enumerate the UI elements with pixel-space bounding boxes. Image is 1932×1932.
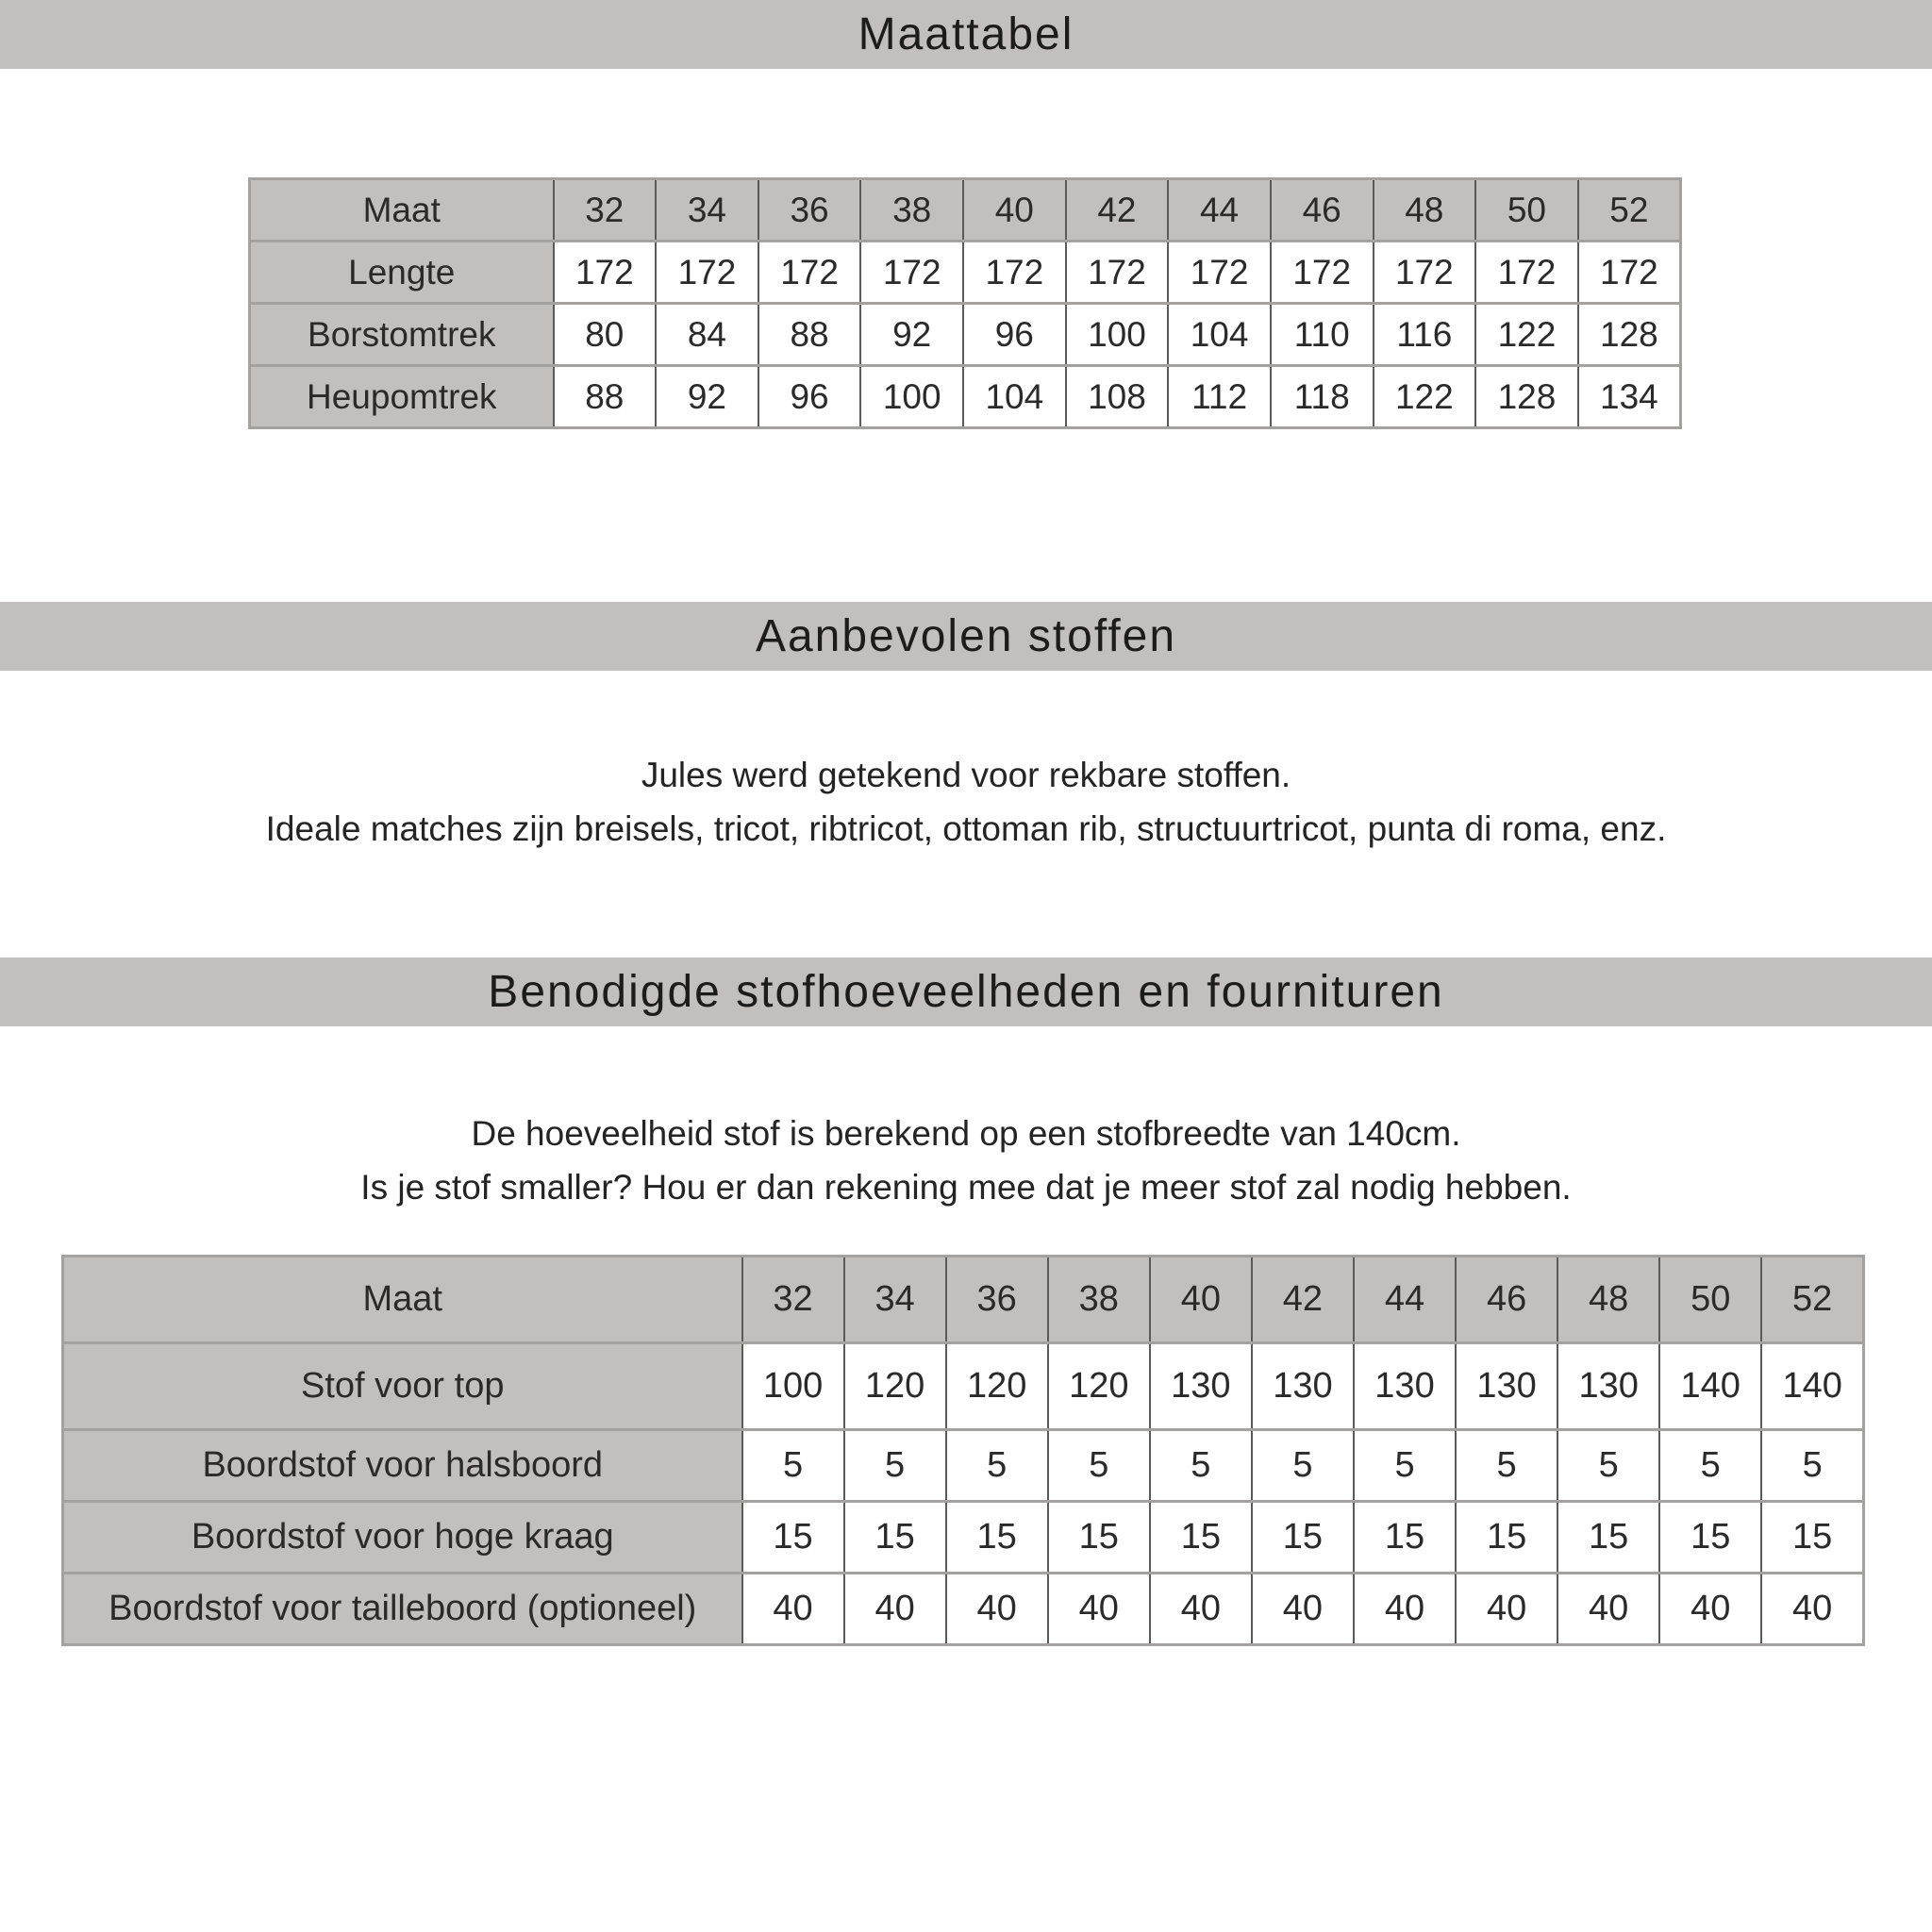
- size-header-cell: 40: [1150, 1257, 1252, 1343]
- size-chart-table: [248, 177, 1682, 429]
- value-cell: 15: [1048, 1502, 1150, 1574]
- size-header-cell: 46: [1271, 179, 1374, 242]
- size-header-cell: 52: [1761, 1257, 1863, 1343]
- section-bar-maattabel: [0, 0, 1932, 69]
- fabric-quantity-table: [61, 1255, 1865, 1646]
- value-cell: 172: [963, 242, 1066, 304]
- size-header-cell: 44: [1354, 1257, 1456, 1343]
- size-header-cell: 32: [554, 179, 657, 242]
- size-header-row: [250, 179, 1681, 242]
- size-header-cell: 46: [1456, 1257, 1557, 1343]
- value-cell: 40: [742, 1574, 844, 1645]
- section-bar-aanbevolen-stoffen: [0, 602, 1932, 671]
- value-cell: 172: [1168, 242, 1271, 304]
- size-header-cell: 40: [963, 179, 1066, 242]
- section-bar-benodigde-stofhoeveelheden: [0, 958, 1932, 1026]
- section-title-maattabel: Maattabel: [858, 9, 1074, 59]
- row-label: Boordstof voor hoge kraag: [63, 1502, 742, 1574]
- value-cell: 96: [963, 304, 1066, 366]
- size-header-cell: 36: [758, 179, 861, 242]
- value-cell: 88: [758, 304, 861, 366]
- size-header-cell: 42: [1066, 179, 1169, 242]
- value-cell: 40: [1252, 1574, 1354, 1645]
- value-cell: 40: [1354, 1574, 1456, 1645]
- value-cell: 130: [1456, 1343, 1557, 1430]
- value-cell: 104: [963, 366, 1066, 428]
- value-cell: 118: [1271, 366, 1374, 428]
- size-header-cell: 34: [656, 179, 758, 242]
- value-cell: 120: [946, 1343, 1048, 1430]
- value-cell: 140: [1659, 1343, 1761, 1430]
- value-cell: 40: [1761, 1574, 1863, 1645]
- value-cell: 104: [1168, 304, 1271, 366]
- value-cell: 110: [1271, 304, 1374, 366]
- value-cell: 84: [656, 304, 758, 366]
- table-row: [63, 1430, 1864, 1502]
- value-cell: 130: [1557, 1343, 1659, 1430]
- value-cell: 5: [742, 1430, 844, 1502]
- value-cell: 116: [1374, 304, 1476, 366]
- size-header-row: [63, 1257, 1864, 1343]
- table-row: [250, 366, 1681, 428]
- size-header-cell: 52: [1578, 179, 1681, 242]
- size-header-label: Maat: [250, 179, 554, 242]
- size-header-cell: 32: [742, 1257, 844, 1343]
- value-cell: 5: [1659, 1430, 1761, 1502]
- value-cell: 130: [1354, 1343, 1456, 1430]
- table-row: [250, 242, 1681, 304]
- value-cell: 40: [844, 1574, 946, 1645]
- size-header-cell: 50: [1475, 179, 1578, 242]
- value-cell: 100: [742, 1343, 844, 1430]
- value-cell: 120: [844, 1343, 946, 1430]
- value-cell: 40: [1456, 1574, 1557, 1645]
- table-row: [63, 1343, 1864, 1430]
- value-cell: 122: [1475, 304, 1578, 366]
- value-cell: 15: [1456, 1502, 1557, 1574]
- size-header-cell: 38: [1048, 1257, 1150, 1343]
- size-header-cell: 48: [1374, 179, 1476, 242]
- value-cell: 130: [1252, 1343, 1354, 1430]
- size-header-cell: 42: [1252, 1257, 1354, 1343]
- row-label: Boordstof voor tailleboord (optioneel): [63, 1574, 742, 1645]
- value-cell: 172: [860, 242, 963, 304]
- table-row: [63, 1502, 1864, 1574]
- value-cell: 140: [1761, 1343, 1863, 1430]
- value-cell: 15: [946, 1502, 1048, 1574]
- value-cell: 128: [1475, 366, 1578, 428]
- value-cell: 5: [1761, 1430, 1863, 1502]
- value-cell: 134: [1578, 366, 1681, 428]
- size-header-cell: 34: [844, 1257, 946, 1343]
- row-label: Boordstof voor halsboord: [63, 1430, 742, 1502]
- value-cell: 172: [1578, 242, 1681, 304]
- value-cell: 92: [656, 366, 758, 428]
- value-cell: 100: [1066, 304, 1169, 366]
- value-cell: 128: [1578, 304, 1681, 366]
- value-cell: 5: [1150, 1430, 1252, 1502]
- value-cell: 172: [1374, 242, 1476, 304]
- value-cell: 100: [860, 366, 963, 428]
- table-row: [250, 304, 1681, 366]
- row-label: Stof voor top: [63, 1343, 742, 1430]
- table-row: [63, 1574, 1864, 1645]
- value-cell: 92: [860, 304, 963, 366]
- value-cell: 5: [1048, 1430, 1150, 1502]
- value-cell: 5: [946, 1430, 1048, 1502]
- row-label: Lengte: [250, 242, 554, 304]
- fabric-recommendation-line-2: Ideale matches zijn breisels, tricot, ribtricot, ottoman rib, structuurtricot, punta di roma, enz.: [265, 809, 1667, 848]
- fabric-width-note-line-1: De hoeveelheid stof is berekend op een stofbreedte van 140cm.: [471, 1114, 1461, 1153]
- value-cell: 15: [1252, 1502, 1354, 1574]
- value-cell: 15: [742, 1502, 844, 1574]
- fabric-recommendation-text: [0, 748, 1932, 856]
- size-header-cell: 38: [860, 179, 963, 242]
- value-cell: 15: [1150, 1502, 1252, 1574]
- size-header-cell: 50: [1659, 1257, 1761, 1343]
- value-cell: 172: [1475, 242, 1578, 304]
- fabric-width-note-line-2: Is je stof smaller? Hou er dan rekening mee dat je meer stof zal nodig hebben.: [360, 1168, 1572, 1207]
- value-cell: 80: [554, 304, 657, 366]
- value-cell: 15: [844, 1502, 946, 1574]
- size-header-cell: 36: [946, 1257, 1048, 1343]
- value-cell: 5: [1557, 1430, 1659, 1502]
- value-cell: 172: [656, 242, 758, 304]
- value-cell: 40: [1150, 1574, 1252, 1645]
- value-cell: 88: [554, 366, 657, 428]
- size-header-cell: 48: [1557, 1257, 1659, 1343]
- row-label: Borstomtrek: [250, 304, 554, 366]
- value-cell: 5: [1456, 1430, 1557, 1502]
- value-cell: 172: [1271, 242, 1374, 304]
- value-cell: 172: [554, 242, 657, 304]
- value-cell: 96: [758, 366, 861, 428]
- value-cell: 15: [1659, 1502, 1761, 1574]
- value-cell: 172: [1066, 242, 1169, 304]
- value-cell: 112: [1168, 366, 1271, 428]
- value-cell: 5: [1354, 1430, 1456, 1502]
- fabric-recommendation-line-1: Jules werd getekend voor rekbare stoffen.: [641, 756, 1291, 794]
- value-cell: 172: [758, 242, 861, 304]
- section-title-benodigde-stofhoeveelheden: Benodigde stofhoeveelheden en fournituren: [488, 967, 1444, 1017]
- value-cell: 130: [1150, 1343, 1252, 1430]
- fabric-width-note-text: [0, 1107, 1932, 1214]
- size-header-cell: 44: [1168, 179, 1271, 242]
- value-cell: 40: [1557, 1574, 1659, 1645]
- value-cell: 5: [1252, 1430, 1354, 1502]
- value-cell: 15: [1761, 1502, 1863, 1574]
- value-cell: 40: [1048, 1574, 1150, 1645]
- value-cell: 5: [844, 1430, 946, 1502]
- value-cell: 108: [1066, 366, 1169, 428]
- value-cell: 40: [946, 1574, 1048, 1645]
- section-title-aanbevolen-stoffen: Aanbevolen stoffen: [755, 611, 1177, 661]
- value-cell: 15: [1557, 1502, 1659, 1574]
- value-cell: 15: [1354, 1502, 1456, 1574]
- value-cell: 122: [1374, 366, 1476, 428]
- size-header-label: Maat: [63, 1257, 742, 1343]
- row-label: Heupomtrek: [250, 366, 554, 428]
- value-cell: 40: [1659, 1574, 1761, 1645]
- value-cell: 120: [1048, 1343, 1150, 1430]
